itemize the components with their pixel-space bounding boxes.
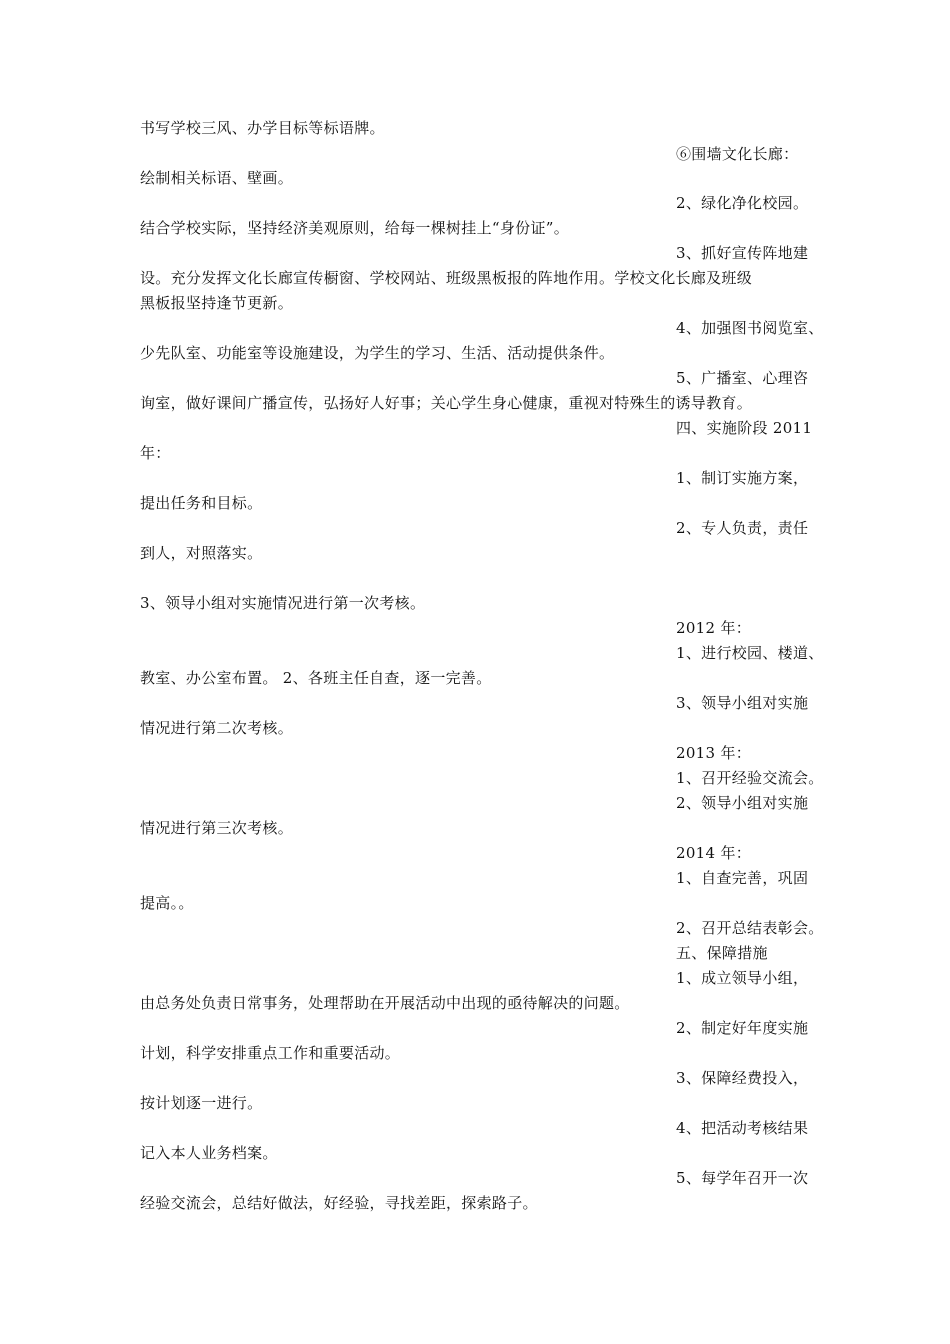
text-line: 3、保障经费投入， — [676, 1069, 809, 1087]
text-line: 3、领导小组对实施 — [676, 694, 809, 712]
text-line: 1、自查完善，巩固 — [676, 869, 809, 887]
text-line: 记入本人业务档案。 — [140, 1144, 278, 1162]
text-line: 3、领导小组对实施情况进行第一次考核。 — [140, 594, 426, 612]
text-line: ⑥围墙文化长廊： — [676, 145, 799, 163]
text-line: 1、进行校园、楼道、 — [676, 644, 824, 662]
text-line: 教室、办公室布置。 2、各班主任自查，逐一完善。 — [140, 669, 492, 687]
text-line: 计划，科学安排重点工作和重要活动。 — [140, 1044, 401, 1062]
text-line: 5、每学年召开一次 — [676, 1169, 809, 1187]
text-line: 5、广播室、心理咨 — [676, 369, 809, 387]
text-line: 书写学校三风、办学目标等标语牌。 — [140, 119, 385, 137]
text-line: 4、加强图书阅览室、 — [676, 319, 824, 337]
text-line: 2013 年： — [676, 744, 752, 762]
text-line: 2、召开总结表彰会。 — [676, 919, 824, 937]
text-line: 2、领导小组对实施 — [676, 794, 809, 812]
text-line: 绘制相关标语、壁画。 — [140, 169, 294, 187]
text-line: 1、成立领导小组， — [676, 969, 809, 987]
text-line: 经验交流会，总结好做法，好经验，寻找差距，探索路子。 — [140, 1194, 538, 1212]
text-line: 情况进行第二次考核。 — [140, 719, 294, 737]
text-line: 2、绿化净化校园。 — [676, 194, 809, 212]
text-line: 设。充分发挥文化长廊宣传橱窗、学校网站、班级黑板报的阵地作用。学校文化长廊及班级 — [140, 269, 753, 287]
text-line: 3、抓好宣传阵地建 — [676, 244, 809, 262]
text-line: 2014 年： — [676, 844, 752, 862]
text-line: 1、召开经验交流会。 — [676, 769, 824, 787]
text-line: 少先队室、功能室等设施建设，为学生的学习、生活、活动提供条件。 — [140, 344, 615, 362]
text-line: 四、实施阶段 2011 — [676, 419, 813, 437]
text-line: 1、制订实施方案， — [676, 469, 809, 487]
text-line: 2、专人负责，责任 — [676, 519, 809, 537]
text-line: 2、制定好年度实施 — [676, 1019, 809, 1037]
text-line: 由总务处负责日常事务，处理帮助在开展活动中出现的亟待解决的问题。 — [140, 994, 630, 1012]
text-line: 情况进行第三次考核。 — [140, 819, 294, 837]
text-line: 结合学校实际，坚持经济美观原则，给每一棵树挂上“身份证”。 — [140, 219, 570, 237]
text-line: 提高。。 — [140, 894, 194, 912]
text-line: 年： — [140, 444, 171, 462]
text-line: 到人，对照落实。 — [140, 544, 263, 562]
text-line: 按计划逐一进行。 — [140, 1094, 263, 1112]
text-line: 五、保障措施 — [676, 944, 768, 962]
text-line: 提出任务和目标。 — [140, 494, 263, 512]
text-line: 4、把活动考核结果 — [676, 1119, 809, 1137]
text-line: 2012 年： — [676, 619, 752, 637]
text-line: 询室，做好课间广播宣传，弘扬好人好事；关心学生身心健康，重视对特殊生的诱导教育。 — [140, 394, 753, 412]
text-line: 黑板报坚持逢节更新。 — [140, 294, 294, 312]
